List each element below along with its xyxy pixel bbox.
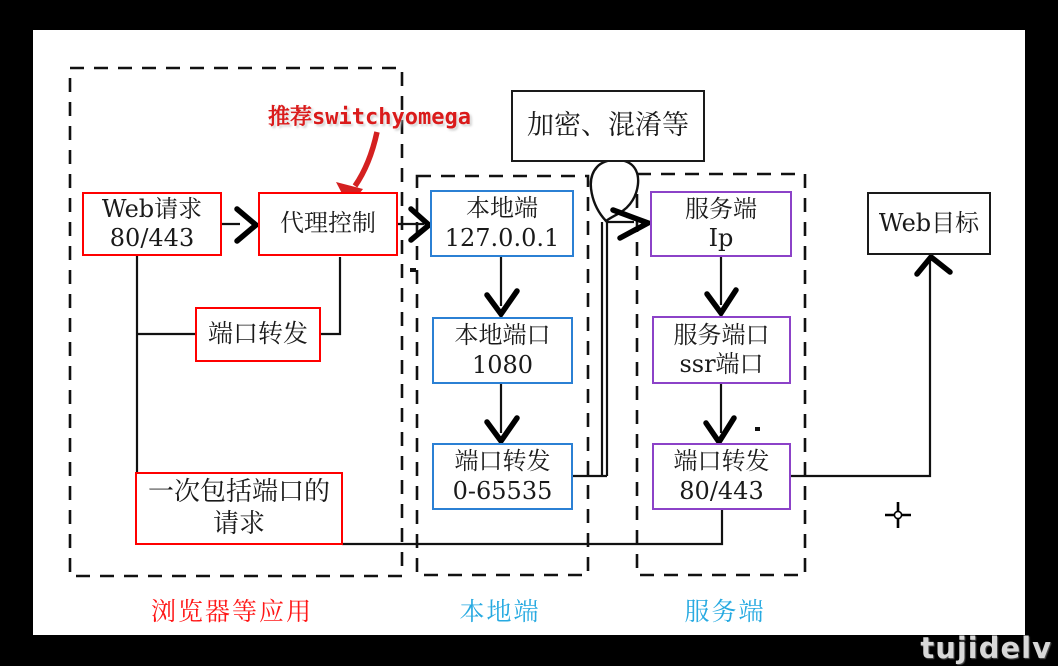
server-port-line2: ssr端口 <box>679 350 764 378</box>
port-forward-server-line2: 80/443 <box>679 476 764 505</box>
port-forward-browser-label: 端口转发 <box>207 319 308 349</box>
local-end-box <box>430 190 574 257</box>
server-group-label: 服务端 <box>684 597 766 626</box>
server-port-box <box>652 316 791 384</box>
port-forward-local-box <box>432 443 573 510</box>
proxy-control-label: 代理控制 <box>280 209 376 238</box>
full-request-line2: 请求 <box>212 508 265 539</box>
local-end-line2: 127.0.0.1 <box>444 223 560 252</box>
server-port-line1: 服务端口 <box>673 320 770 349</box>
local-group-label: 本地端 <box>459 597 541 626</box>
web-request-line2: 80/443 <box>109 224 195 252</box>
full-request-box <box>135 472 343 545</box>
local-port-line2: 1080 <box>471 350 534 379</box>
local-end-line1: 本地端 <box>466 194 538 223</box>
local-port-line1: 本地端口 <box>454 321 551 350</box>
web-target-box <box>867 192 991 255</box>
port-forward-local-line2: 0-65535 <box>452 476 553 505</box>
server-ip-line2: Ip <box>708 224 734 252</box>
server-ip-line1: 服务端 <box>685 194 757 223</box>
watermark-text: tujidelv <box>920 631 1052 665</box>
encryption-label: 加密、混淆等 <box>527 109 689 141</box>
full-request-line1: 一次包括端口的 <box>147 476 330 507</box>
port-forward-server-box <box>652 443 791 510</box>
web-request-line1: Web请求 <box>101 194 203 223</box>
port-forward-local-line1: 端口转发 <box>454 447 551 476</box>
port-forward-browser-box <box>195 307 321 362</box>
local-port-box <box>432 317 573 384</box>
proxy-control-box <box>258 192 398 256</box>
annotation-text: 推荐switchyomega <box>268 105 471 130</box>
port-forward-server-line1: 端口转发 <box>673 447 770 476</box>
browser-group-label: 浏览器等应用 <box>150 597 313 626</box>
server-ip-box <box>650 191 792 257</box>
encryption-box <box>511 90 705 162</box>
web-request-box <box>82 192 222 256</box>
web-target-label: Web目标 <box>878 208 980 237</box>
